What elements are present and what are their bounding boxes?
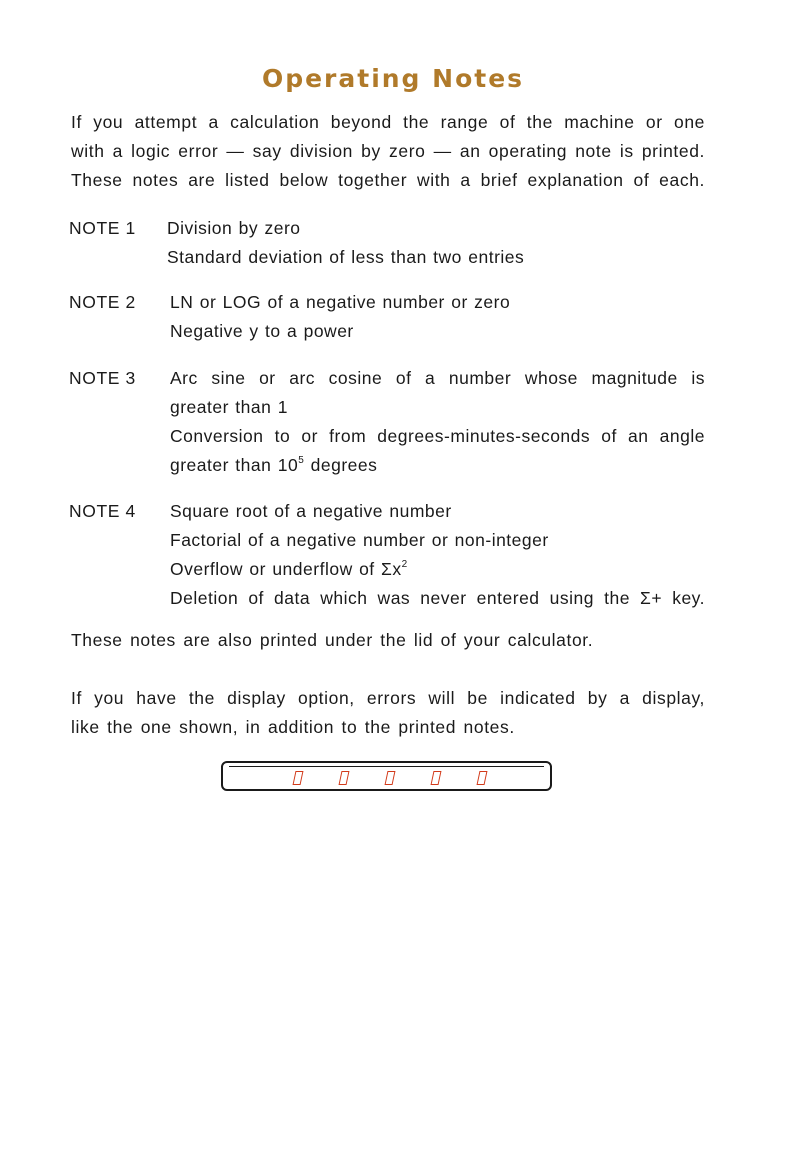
note-4-exponent: 2 xyxy=(401,559,408,570)
note-1-label: NOTE 1 xyxy=(69,218,136,238)
note-3-line-4-tail: degrees xyxy=(304,455,378,475)
note-3-label: NOTE 3 xyxy=(69,368,136,388)
note-4-line-3-text: Overflow or underflow of Σx xyxy=(170,559,402,579)
note-3-line-4-text: greater than 10 xyxy=(170,455,299,475)
calculator-display xyxy=(221,761,552,791)
note-4-line-2: Factorial of a negative number or non-integer xyxy=(170,530,549,550)
note-4-label: NOTE 4 xyxy=(69,501,136,521)
note-2-line-1: LN or LOG of a negative number or zero xyxy=(170,292,511,312)
note-3-line-1: Arc sine or arc cosine of a number whose magnitude is xyxy=(170,368,705,388)
display-digit xyxy=(339,771,350,785)
note-3-exponent: 5 xyxy=(298,455,305,466)
note-3-body xyxy=(170,364,705,480)
note-4-line-1: Square root of a negative number xyxy=(170,501,452,521)
note-2-body xyxy=(170,288,708,346)
intro-line-2: with a logic error — say division by zero — an operating note is printed. xyxy=(71,141,705,161)
note-4-line-3 xyxy=(170,555,705,584)
note-1-line-2: Standard deviation of less than two entries xyxy=(167,247,525,267)
note-3-line-2: greater than 1 xyxy=(170,397,288,417)
display-digit xyxy=(477,771,488,785)
display-rim xyxy=(229,766,544,767)
note-1-body xyxy=(167,214,705,272)
intro-paragraph xyxy=(71,108,705,195)
display-line-2: like the one shown, in addition to the printed notes. xyxy=(71,717,515,737)
display-digit xyxy=(431,771,442,785)
note-2-line-2: Negative y to a power xyxy=(170,321,354,341)
note-4-line-4: Deletion of data which was never entered using the Σ+ key. xyxy=(170,588,705,608)
intro-line-3: These notes are listed below together with a brief explanation of each. xyxy=(71,170,705,190)
page-title: Operating Notes xyxy=(261,64,525,93)
display-paragraph xyxy=(71,684,705,742)
display-line-1: If you have the display option, errors will be indicated by a display, xyxy=(71,688,705,708)
lid-note: These notes are also printed under the lid of your calculator. xyxy=(71,630,594,650)
display-digit xyxy=(293,771,304,785)
note-1-line-1: Division by zero xyxy=(167,218,301,238)
note-3-line-3: Conversion to or from degrees-minutes-seconds of an angle xyxy=(170,426,705,446)
intro-line-1: If you attempt a calculation beyond the range of the machine or one xyxy=(71,112,705,132)
note-4-body xyxy=(170,497,705,613)
note-3-line-4 xyxy=(170,451,705,480)
display-digit xyxy=(385,771,396,785)
note-2-label: NOTE 2 xyxy=(69,292,136,312)
